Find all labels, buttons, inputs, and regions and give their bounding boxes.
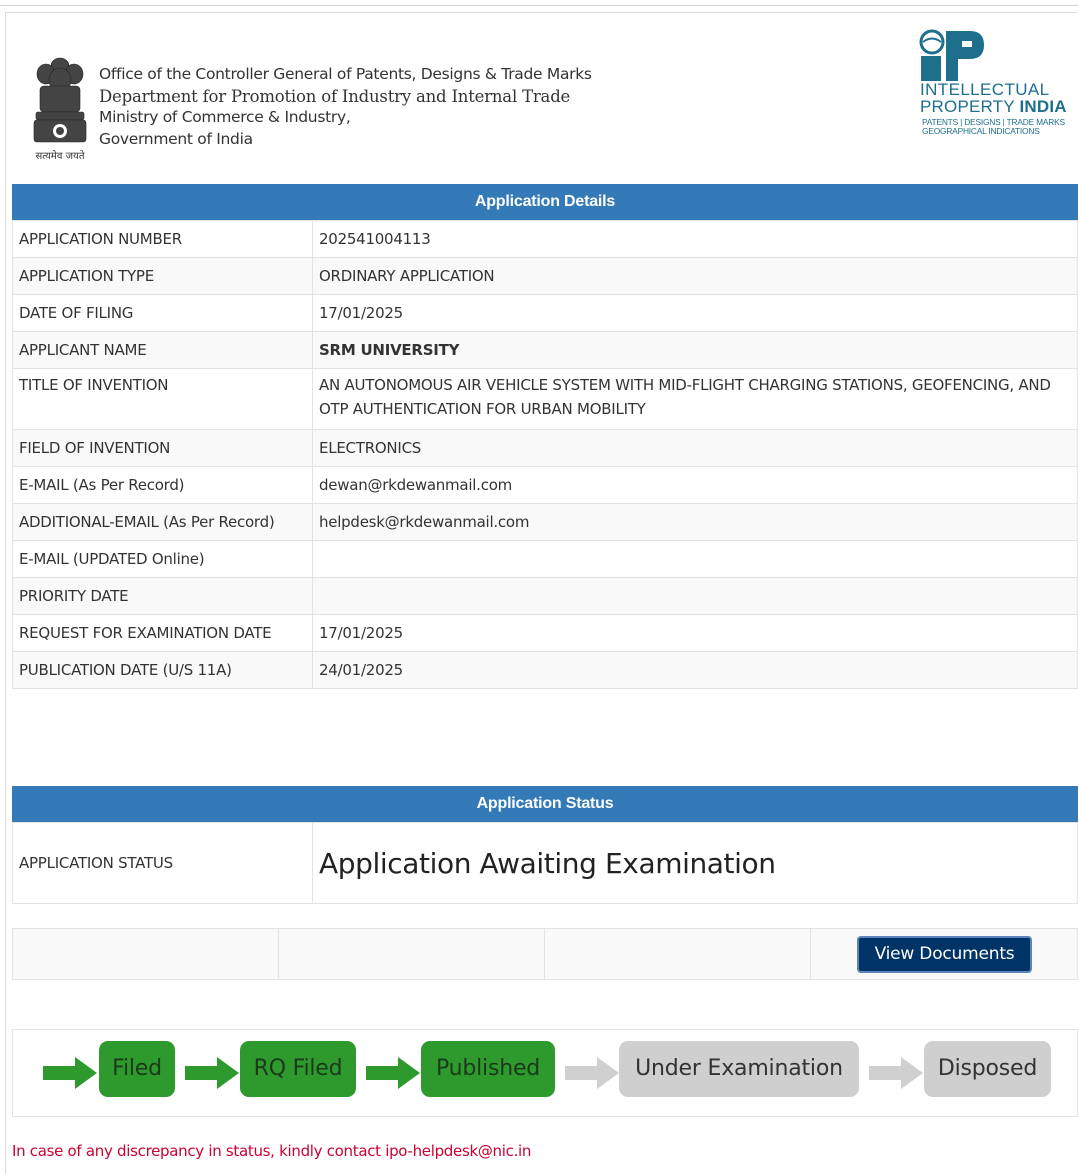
detail-value: 24/01/2025 — [313, 652, 1078, 689]
progress-arrow-icon — [366, 1057, 420, 1089]
ip-india-tagline: PATENTS | DESIGNS | TRADE MARKS GEOGRAPHICAL INDICATIONS — [922, 117, 1065, 136]
detail-label: PRIORITY DATE — [13, 578, 313, 615]
detail-value: ORDINARY APPLICATION — [313, 258, 1078, 295]
progress-step-disposed: Disposed — [924, 1041, 1051, 1097]
application-details-heading: Application Details — [12, 184, 1078, 220]
progress-arrow-icon — [185, 1057, 239, 1089]
table-row — [13, 823, 1078, 904]
emblem-caption: सत्यमेव जयते — [35, 151, 85, 162]
discrepancy-contact-note: In case of any discrepancy in status, kindly contact ipo-helpdesk@nic.in — [12, 1142, 532, 1160]
detail-label: E-MAIL (UPDATED Online) — [13, 541, 313, 578]
detail-label: APPLICATION NUMBER — [13, 221, 313, 258]
table-row — [13, 615, 1078, 652]
progress-step-rq-filed: RQ Filed — [240, 1041, 356, 1097]
table-row — [13, 332, 1078, 369]
progress-arrow-icon — [43, 1057, 97, 1089]
detail-value: 17/01/2025 — [313, 615, 1078, 652]
application-status-panel — [12, 786, 1078, 904]
table-row — [13, 258, 1078, 295]
detail-label: FIELD OF INVENTION — [13, 430, 313, 467]
application-details-panel — [12, 184, 1078, 689]
detail-value: ELECTRONICS — [313, 430, 1078, 467]
table-row — [13, 541, 1078, 578]
status-value-cell — [313, 823, 1078, 904]
detail-value — [313, 578, 1078, 615]
detail-label: DATE OF FILING — [13, 295, 313, 332]
detail-label: REQUEST FOR EXAMINATION DATE — [13, 615, 313, 652]
table-row — [13, 504, 1078, 541]
table-row — [13, 430, 1078, 467]
progress-arrow-icon — [565, 1057, 619, 1089]
table-row — [13, 221, 1078, 258]
top-divider — [0, 5, 1078, 6]
office-line-2: Department for Promotion of Industry and Internal Trade — [99, 86, 571, 106]
detail-value: SRM UNIVERSITY — [313, 332, 1078, 369]
detail-value: AN AUTONOMOUS AIR VEHICLE SYSTEM WITH MID-FLIGHT CHARGING STATIONS, GEOFENCING, AND OTP AUTHENTICATION FOR URBAN MOBILITY — [313, 369, 1078, 430]
progress-step-under-examination: Under Examination — [619, 1041, 859, 1097]
application-status-heading: Application Status — [12, 786, 1078, 822]
application-details-table — [12, 220, 1078, 689]
detail-label: ADDITIONAL-EMAIL (As Per Record) — [13, 504, 313, 541]
ip-india-line-1: INTELLECTUAL — [920, 80, 1050, 99]
status-value: Application Awaiting Examination — [319, 846, 776, 880]
office-line-4: Government of India — [99, 129, 253, 148]
progress-step-filed: Filed — [99, 1041, 175, 1097]
detail-value: 17/01/2025 — [313, 295, 1078, 332]
table-row — [13, 652, 1078, 689]
table-row — [13, 578, 1078, 615]
ip-india-logo — [918, 29, 1070, 141]
ip-india-wordmark — [920, 81, 1067, 115]
ip-india-mark-icon — [918, 29, 988, 83]
office-line-3: Ministry of Commerce & Industry, — [99, 108, 351, 126]
documents-cell — [278, 928, 545, 980]
table-row — [13, 369, 1078, 430]
detail-label: APPLICANT NAME — [13, 332, 313, 369]
detail-label: E-MAIL (As Per Record) — [13, 467, 313, 504]
table-row — [13, 467, 1078, 504]
application-status-table — [12, 822, 1078, 904]
ip-india-line-2: PROPERTY INDIA — [920, 97, 1067, 116]
detail-label: PUBLICATION DATE (U/S 11A) — [13, 652, 313, 689]
detail-label: TITLE OF INVENTION — [13, 369, 313, 430]
office-name-block — [99, 64, 592, 150]
office-line-1: Office of the Controller General of Patents, Designs & Trade Marks — [99, 65, 592, 83]
national-emblem-logo — [26, 52, 94, 164]
status-label: APPLICATION STATUS — [13, 823, 313, 904]
detail-value: helpdesk@rkdewanmail.com — [313, 504, 1078, 541]
detail-label: APPLICATION TYPE — [13, 258, 313, 295]
detail-value: dewan@rkdewanmail.com — [313, 467, 1078, 504]
documents-cell — [12, 928, 279, 980]
progress-arrow-icon — [869, 1057, 923, 1089]
progress-step-published: Published — [421, 1041, 555, 1097]
table-row — [13, 295, 1078, 332]
view-documents-button[interactable]: View Documents — [857, 936, 1032, 973]
detail-value: 202541004113 — [313, 221, 1078, 258]
detail-value — [313, 541, 1078, 578]
documents-cell — [544, 928, 811, 980]
